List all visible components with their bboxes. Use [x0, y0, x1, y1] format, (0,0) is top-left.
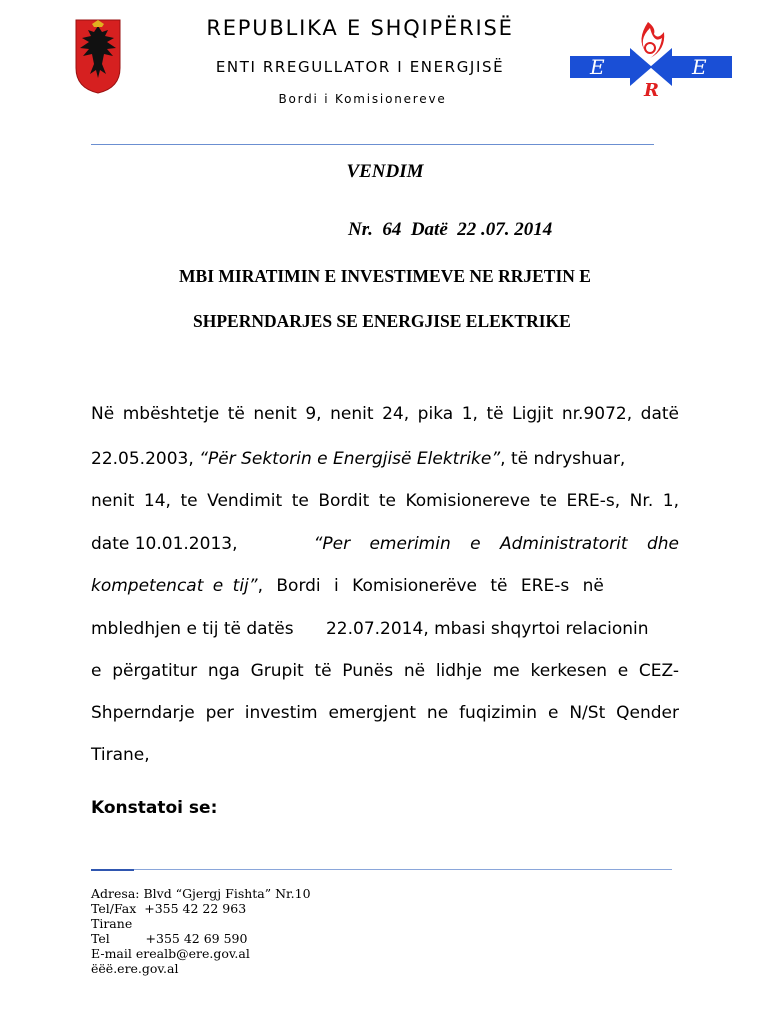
body-line-6: mbledhjen e tij të datës 22.07.2014, mbasi shqyrtoi relacionin	[91, 619, 649, 639]
document-type: VENDIM	[346, 161, 424, 182]
ere-logo-icon	[568, 18, 734, 98]
footer-email: E-mail erealb@ere.gov.al	[91, 946, 250, 961]
section-heading: Konstatoi se:	[91, 798, 218, 818]
footer-address: Adresa: Blvd “Gjergj Fishta” Nr.10	[91, 886, 311, 901]
footer-divider	[134, 869, 672, 870]
body-line-9: Tirane,	[91, 745, 150, 765]
institution-name: ENTI RREGULLATOR I ENERGJISË	[215, 58, 505, 76]
header-divider	[91, 144, 654, 145]
footer-website: ëëë.ere.gov.al	[91, 961, 179, 976]
footer-city: Tirane	[91, 916, 133, 931]
subject-line-1: MBI MIRATIMIN E INVESTIMEVE NE RRJETIN E	[179, 266, 591, 286]
footer-divider-accent	[91, 869, 134, 871]
board-name: Bordi i Komisionereve	[278, 92, 447, 106]
logo-letter-left: E	[590, 55, 605, 79]
law-title: “Për Sektorin e Energjisë Elektrike”	[199, 449, 501, 469]
logo-letter-center: R	[644, 80, 659, 98]
logo-letter-right: E	[692, 55, 707, 79]
country-name: REPUBLIKA E SHQIPËRISË	[206, 16, 514, 40]
body-line-5: kompetencat e tij”, Bordi i Komisionerëve të ERE-s në	[91, 576, 604, 596]
body-line-2: 22.05.2003, “Për Sektorin e Energjisë Elektrike”, të ndryshuar,	[91, 449, 626, 469]
body-line-7: e përgatitur nga Grupit të Punës në lidhje me kerkesen e CEZ-	[91, 661, 679, 681]
decision-title-part-2: kompetencat e tij”	[91, 576, 258, 596]
footer-tel: Tel +355 42 69 590	[91, 931, 248, 946]
body-line-1: Në mbështetje të nenit 9, nenit 24, pika 1, të Ligjit nr.9072, datë	[91, 404, 679, 424]
decree-number: Nr. 64 Datë 22 .07. 2014	[348, 219, 553, 240]
body-line-3: nenit 14, te Vendimit te Bordit te Komisionereve te ERE-s, Nr. 1,	[91, 491, 679, 511]
footer-telfax: Tel/Fax +355 42 22 963	[91, 901, 247, 916]
decision-title-part-1: “Per emerimin e Administratorit dhe	[313, 534, 679, 554]
body-line-4: date 10.01.2013, “Per emerimin e Administratorit dhe	[91, 534, 679, 554]
subject-line-2: SHPERNDARJES SE ENERGJISE ELEKTRIKE	[193, 311, 571, 331]
body-line-8: Shperndarje per investim emergjent ne fuqizimin e N/St Qender	[91, 703, 679, 723]
